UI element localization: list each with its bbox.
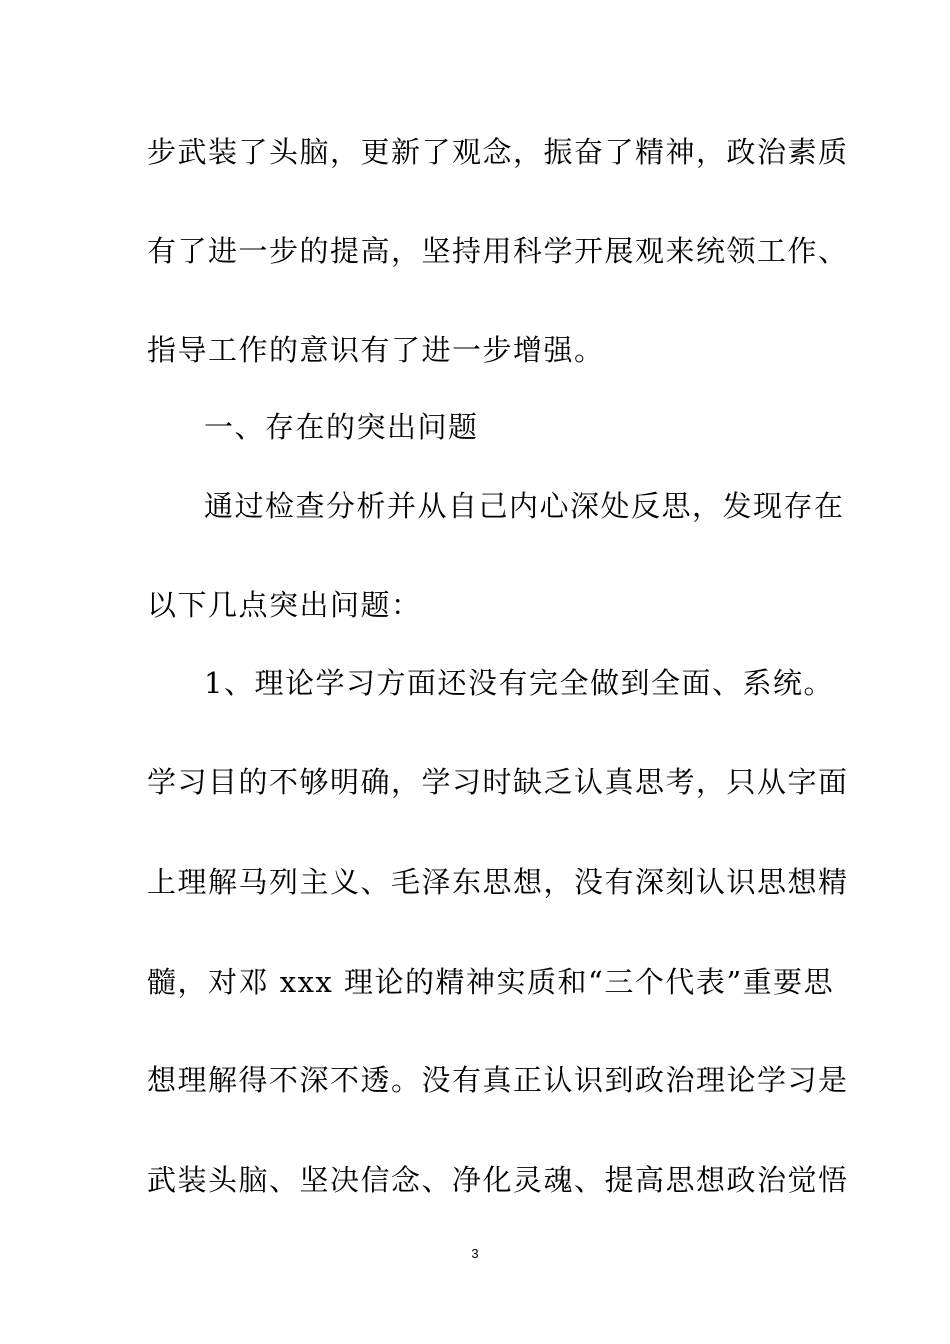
body-line-8: 学习目的不够明确，学习时缺乏认真思考，只从字面 [147,765,849,799]
body-line-2: 有了进一步的提高，坚持用科学开展观来统领工作、 [147,234,849,268]
body-line-6: 以下几点突出问题： [147,588,422,622]
list-item-1: 1、理论学习方面还没有完全做到全面、系统。 [204,666,834,700]
body-line-5: 通过检查分析并从自己内心深处反思，发现存在 [204,489,845,523]
body-line-12: 武装头脑、坚决信念、净化灵魂、提高思想政治觉悟 [147,1163,849,1197]
section-heading: 一、存在的突出问题 [204,410,479,444]
body-line-3: 指导工作的意识有了进一步增强。 [147,333,605,367]
page-number: 3 [471,1246,479,1261]
body-line-9: 上理解马列主义、毛泽东思想，没有深刻认识思想精 [147,865,849,899]
body-line-11: 想理解得不深不透。没有真正认识到政治理论学习是 [147,1063,849,1097]
body-line-10: 髓，对邓 xxx 理论的精神实质和“三个代表”重要思 [147,965,835,999]
body-line-1: 步武装了头脑，更新了观念，振奋了精神，政治素质 [147,135,849,169]
